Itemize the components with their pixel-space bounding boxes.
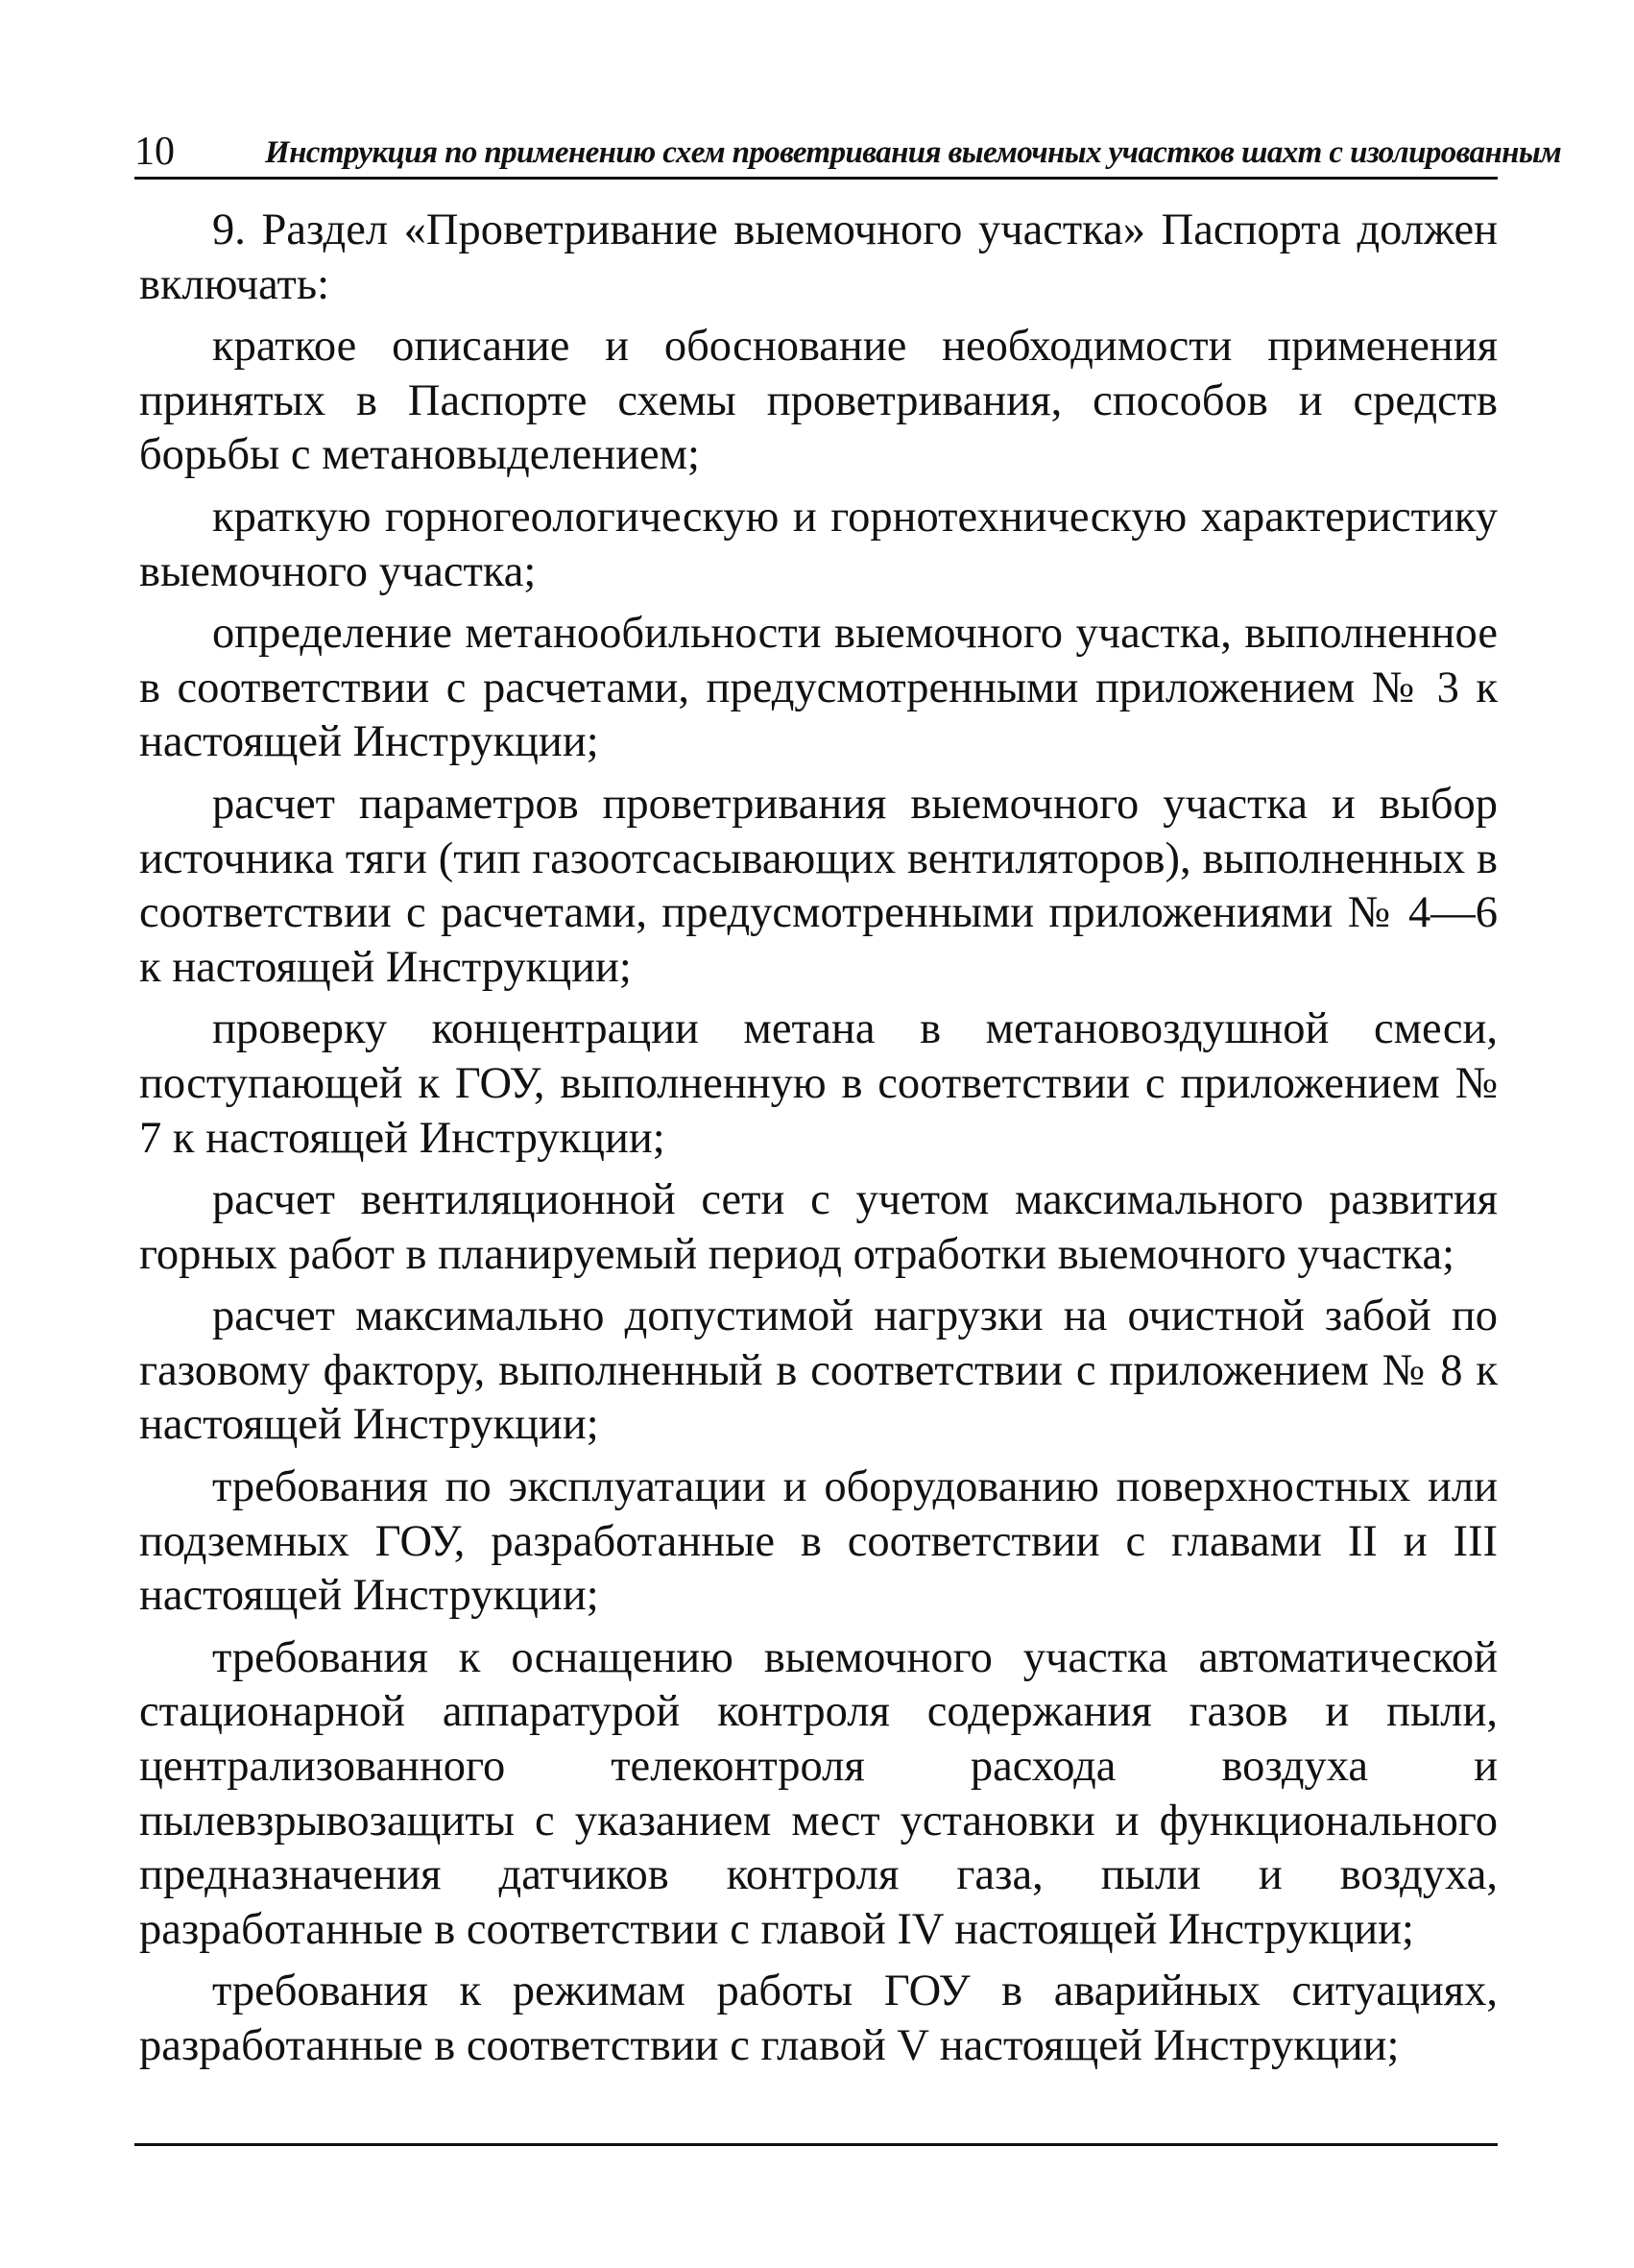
paragraph-list-item: краткую горногеологическую и горнотехническую характеристику выемочного участка; (139, 492, 1498, 596)
body-text (139, 204, 1498, 2074)
paragraph-list-item: требования к режимам работы ГОУ в аварийных ситуациях, разработанные в соответствии с главой V настоящей Инструкции; (139, 1966, 1498, 2070)
paragraph-list-item: требования по эксплуатации и оборудованию поверхностных или подземных ГОУ, разработанные в соответствии с главами II и III настоящей Инструкции; (139, 1462, 1498, 1621)
paragraph-section-9-intro: 9. Раздел «Проветривание выемочного участка» Паспорта должен включать: (139, 205, 1498, 309)
running-title: Инструкция по применению схем проветривания выемочных участков шахт с изолированным (265, 135, 1562, 170)
paragraph-list-item: определение метанообильности выемочного участка, выполненное в соответствии с расчетами, предусмотренными приложением № 3 к настоящей Инструкции; (139, 609, 1498, 767)
paragraph-list-item: краткое описание и обоснование необходимости применения принятых в Паспорте схемы проветривания, способов и средств борьбы с метановыделением; (139, 322, 1498, 480)
bottom-rule (134, 2143, 1498, 2146)
paragraph-list-item: расчет вентиляционной сети с учетом максимального развития горных работ в планируемый период отработки выемочного участка; (139, 1175, 1498, 1279)
paragraph-list-item: расчет параметров проветривания выемочного участка и выбор источника тяги (тип газоотсасывающих вентиляторов), выполненных в соответствии с расчетами, предусмотренными приложениями № 4—6 к настоящей Инструкции; (139, 779, 1498, 992)
paragraph-list-item: проверку концентрации метана в метановоздушной смеси, поступающей к ГОУ, выполненную в соответствии с приложением № 7 к настоящей Инструкции; (139, 1004, 1498, 1163)
paragraph-list-item: расчет максимально допустимой нагрузки на очистной забой по газовому фактору, выполненный в соответствии с приложением № 8 к настоящей Инструкции; (139, 1291, 1498, 1450)
paragraph-list-item: требования к оснащению выемочного участка автоматической стационарной аппаратурой контроля содержания газов и пыли, централизованного телеконтроля расхода воздуха и пылевзрывозащиты с указанием мест установки и функционального предназначения датчиков контроля газа, пыли и воздуха, разработанные в соответствии с главой IV настоящей Инструкции; (139, 1632, 1498, 1954)
running-header (134, 127, 1562, 180)
page-number: 10 (134, 130, 175, 174)
